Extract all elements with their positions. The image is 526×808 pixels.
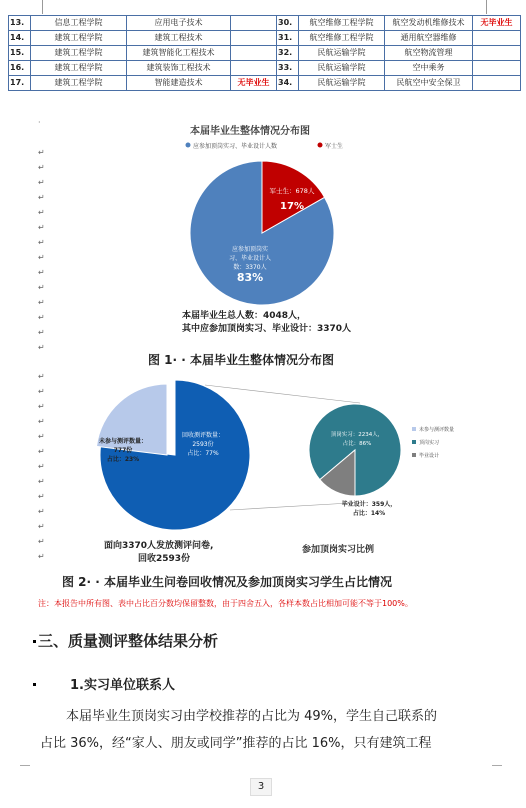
paragraph-mark: ↵ [38,238,45,247]
slice-label: 军士生：678人 [269,187,315,195]
table-cell-n1: 15. [9,46,31,61]
table-cell-c3 [231,16,277,31]
table-row [9,31,521,46]
page-divider-left [20,765,30,766]
slice-label: 数：3370人 [233,264,267,271]
table-cell-c4: 航空维修工程学院 [299,16,385,31]
table-cell-c6 [473,46,521,61]
table-cell-c4: 民航运输学院 [299,61,385,76]
connector-line [230,503,350,510]
footnote: 注：本报告中所有图、表中占比百分数均保留整数，由于四舍五入，各样本数占比相加可能不等于100%。 [38,599,413,608]
table-cell-c6 [473,31,521,46]
table-cell-c3 [231,46,277,61]
table-cell-c6 [473,76,521,91]
table-cell-c1: 建筑工程学院 [31,61,127,76]
slice-percent: 83% [236,271,264,284]
legend-label: 顶岗实习 [419,440,440,446]
slice-label: 777份 [113,447,133,454]
figure1-caption: 图 1· · 本届毕业生整体情况分布图 [148,353,335,367]
heading-bullet [33,640,36,643]
table-cell-c5: 航空发动机维修技术 [385,16,473,31]
figure1-summary-total: 本届毕业生总人数：4048人， [182,311,307,321]
legend-label: 军士生 [325,143,344,150]
paragraph-mark: ↵ [38,492,45,501]
table-cell-c3 [231,61,277,76]
table-row [9,46,521,61]
table-cell-c2: 智能建造技术 [127,76,231,91]
body-paragraph-line-1: 本届毕业生顶岗实习由学校推荐的占比为 49%，学生自己联系的 [66,709,438,724]
paragraph-mark: ↵ [38,208,45,217]
paragraph-mark: ↵ [38,298,45,307]
table-cell-n1: 14. [9,31,31,46]
figure1-summary-detail: 其中应参加顶岗实习、毕业设计：3370人 [182,324,352,334]
slice-label: 占比：77% [187,450,219,457]
table-cell-n1: 17. [9,76,31,91]
table-cell-c5: 通用航空器维修 [385,31,473,46]
crop-mark-top-left [32,0,43,14]
paragraph-mark: ↵ [38,552,45,561]
table-cell-c2: 建筑工程技术 [127,31,231,46]
major-table [8,15,521,91]
figure2-caption: 图 2· · 本届毕业生问卷回收情况及参加顶岗实习学生占比情况 [62,575,393,589]
table-cell-c2: 建筑装饰工程技术 [127,61,231,76]
table-cell-c4: 航空维修工程学院 [299,31,385,46]
table-cell-n2: 34. [277,76,299,91]
paragraph-mark: ↵ [38,283,45,292]
table-cell-c3: 无毕业生 [231,76,277,91]
figure1-chart [130,135,410,335]
slice-label: 占比：14% [352,510,386,517]
slice-label: 习、毕业设计人 [228,255,272,262]
paragraph-mark: · [38,118,41,127]
paragraph-mark: ↵ [38,432,45,441]
page-number-box [250,778,272,796]
paragraph-mark: ↵ [38,522,45,531]
table-row [9,16,521,31]
table-cell-n2: 32. [277,46,299,61]
table-cell-c1: 信息工程学院 [31,16,127,31]
figure2-right-title: 参加顶岗实习比例 [302,545,375,555]
slice-label: 2593份 [192,441,214,448]
paragraph-mark: ↵ [38,402,45,411]
figure2-left-text-1: 面向3370人发放测评问卷, [104,541,214,551]
paragraph-mark: ↵ [38,507,45,516]
table-cell-n2: 33. [277,61,299,76]
paragraph-mark: ↵ [38,163,45,172]
legend-label: 应参加顶岗实习、毕业设计人数 [193,143,278,150]
table-cell-n1: 16. [9,61,31,76]
crop-mark-top-right [486,0,497,14]
figure2-chart [90,375,490,535]
figure1-title: 本届毕业生整体情况分布图 [190,126,310,137]
table-cell-c1: 建筑工程学院 [31,31,127,46]
paragraph-mark: ↵ [38,253,45,262]
table-cell-n2: 31. [277,31,299,46]
body-paragraph-line-2: 占比 36%，经“家人、朋友或同学”推荐的占比 16%，只有建筑工程 [40,736,432,751]
table-row [9,61,521,76]
table-cell-c5: 航空物流管理 [385,46,473,61]
legend-swatch [412,440,416,444]
page-number: 3 [257,781,265,792]
table-cell-c5: 空中乘务 [385,61,473,76]
section-heading: 三、质量测评整体结果分析 [38,632,219,650]
legend-swatch [186,143,191,148]
table-cell-c4: 民航运输学院 [299,76,385,91]
paragraph-mark: ↵ [38,313,45,322]
legend-swatch [412,427,416,431]
paragraph-mark: ↵ [38,372,45,381]
legend-label: 毕业设计 [419,453,440,459]
slice-label: 应参加顶岗实 [231,246,269,253]
paragraph-mark: ↵ [38,268,45,277]
table-cell-c1: 建筑工程学院 [31,46,127,61]
paragraph-mark: ↵ [38,343,45,352]
table-cell-n2: 30. [277,16,299,31]
figure2-left-text-2: 回收2593份 [138,554,191,564]
table-cell-c2: 应用电子技术 [127,16,231,31]
slice-label: 占比：86% [342,441,372,447]
table-cell-c1: 建筑工程学院 [31,76,127,91]
paragraph-mark: ↵ [38,178,45,187]
legend-label: 未参与测评数量 [419,427,455,433]
paragraph-mark: ↵ [38,148,45,157]
table-cell-c3 [231,31,277,46]
paragraph-mark: ↵ [38,328,45,337]
legend-swatch [318,143,323,148]
paragraph-mark: ↵ [38,417,45,426]
slice-label: 顶岗实习：2234人， [330,432,384,438]
table-cell-c6: 无毕业生 [473,16,521,31]
slice-percent: 17% [280,201,304,212]
slice-label: 占比：23% [106,456,140,463]
table-cell-c6 [473,61,521,76]
table-cell-c4: 民航运输学院 [299,46,385,61]
paragraph-mark: ↵ [38,447,45,456]
legend-swatch [412,453,416,457]
slice-label: 回收测评数量： [181,432,225,439]
heading-bullet [33,683,36,686]
paragraph-mark: ↵ [38,537,45,546]
connector-line [205,385,360,403]
paragraph-mark: ↵ [38,477,45,486]
paragraph-mark: ↵ [38,387,45,396]
table-cell-c2: 建筑智能化工程技术 [127,46,231,61]
paragraph-mark: ↵ [38,223,45,232]
slice-label: 毕业设计：359人， [341,501,397,508]
table-cell-c5: 民航空中安全保卫 [385,76,473,91]
page-divider-right [492,765,502,766]
table-cell-n1: 13. [9,16,31,31]
slice-label: 未参与测评数量： [98,438,148,445]
subsection-heading: 1.实习单位联系人 [70,678,175,693]
paragraph-mark: ↵ [38,193,45,202]
table-row [9,76,521,91]
paragraph-mark: ↵ [38,462,45,471]
